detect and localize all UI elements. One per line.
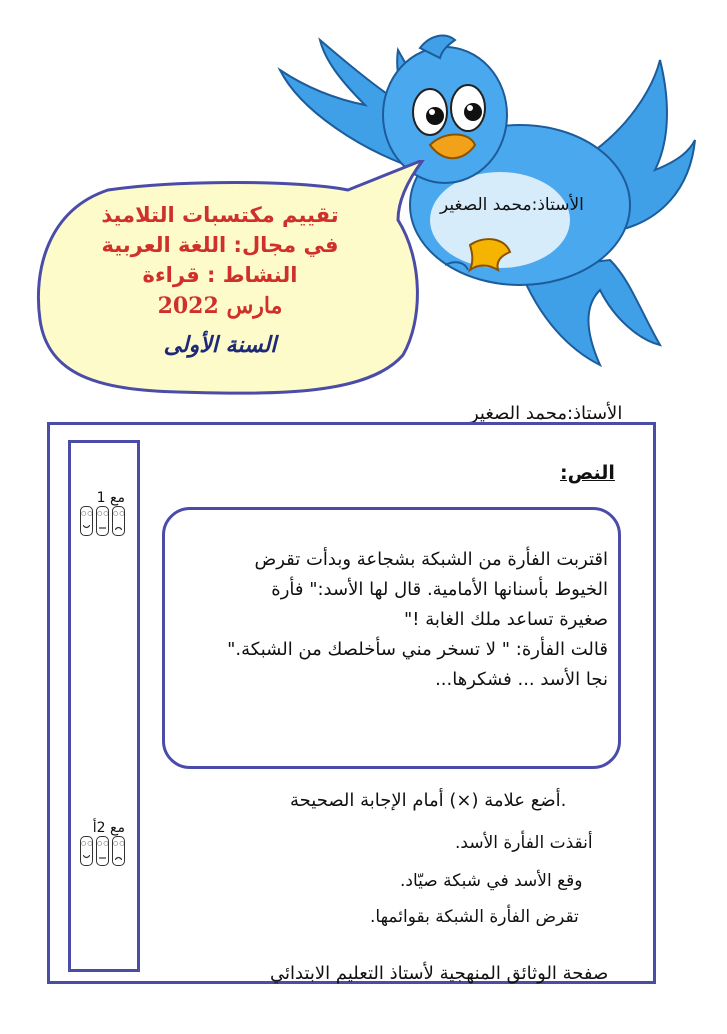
bubble-text (60, 200, 380, 358)
bubble-date: مارس 2022 (157, 293, 283, 319)
smile-face-icon[interactable]: ○○ (80, 506, 93, 536)
footer-text: صفحة الوثائق المنهجية لأستاذ التعليم الابتدائي (270, 963, 609, 984)
answer-option-2[interactable]: وقع الأسد في شبكة صيّاد. (400, 871, 583, 891)
face-scale (80, 506, 125, 536)
story-line: نجا الأسد ... فشكرها... (435, 669, 608, 690)
bubble-line-1: تقييم مكتسبات التلاميذ (101, 203, 339, 227)
neutral-face-icon[interactable]: ○○ (96, 836, 109, 866)
criterion-1 (80, 490, 125, 536)
text-heading: النص: (560, 462, 615, 484)
neutral-face-icon[interactable]: ○○ (96, 506, 109, 536)
criterion-label: مع 1 (96, 490, 125, 506)
grade-label: السنة الأولى (163, 332, 277, 358)
answer-option-1[interactable]: أنقذت الفأرة الأسد. (455, 833, 593, 853)
exercise-instruction: .أضع علامة (×) أمام الإجابة الصحيحة (290, 790, 567, 811)
story-line: صغيرة تساعد ملك الغابة !" (404, 609, 608, 630)
sad-face-icon[interactable]: ○○ (112, 836, 125, 866)
criterion-label: مع 2أ (92, 820, 125, 836)
story-text (180, 545, 608, 695)
smile-face-icon[interactable]: ○○ (80, 836, 93, 866)
story-line: الخيوط بأسنانها الأمامية. قال لها الأسد:" فأرة (271, 579, 608, 600)
teacher-name-top: الأستاذ:محمد الصغير (440, 195, 584, 215)
bubble-line-2: في مجال: اللغة العربية (101, 233, 339, 257)
sad-face-icon[interactable]: ○○ (112, 506, 125, 536)
criterion-2 (80, 820, 125, 866)
story-line: قالت الفأرة: " لا تسخر مني سأخلصك من الشبكة." (227, 639, 608, 660)
face-scale (80, 836, 125, 866)
bubble-line-3: النشاط : قراءة (142, 263, 298, 287)
story-line: اقتربت الفأرة من الشبكة بشجاعة وبدأت تقرض (254, 549, 608, 570)
teacher-name-mid: الأستاذ:محمد الصغير (470, 403, 623, 424)
answer-option-3[interactable]: تقرض الفأرة الشبكة بقوائمها. (370, 907, 579, 927)
